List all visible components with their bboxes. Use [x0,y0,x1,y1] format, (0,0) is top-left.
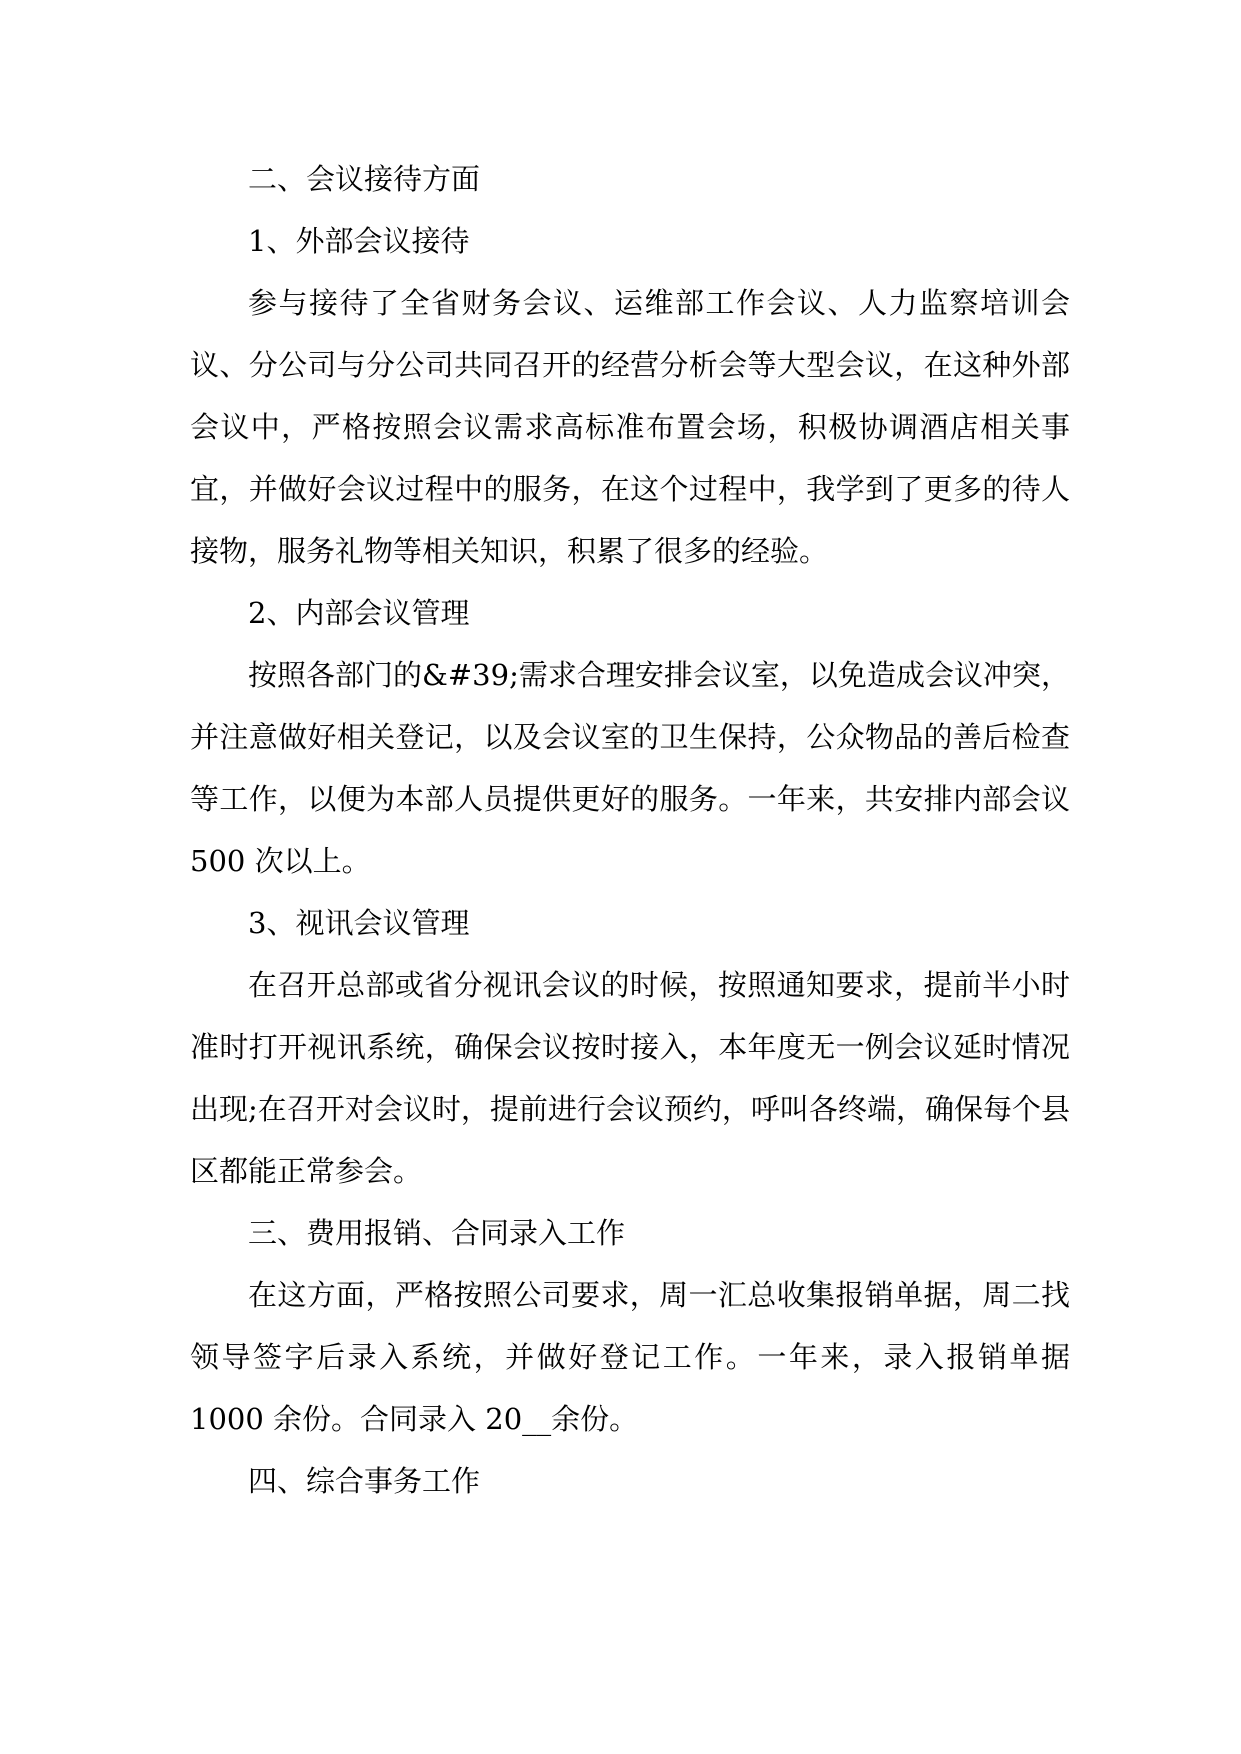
subheading-video-conference: 3、视讯会议管理 [248,906,470,940]
paragraph-external-meetings: 参与接待了全省财务会议、运维部工作会议、人力监察培训会议、分公司与分公司共同召开的经营分析会等大型会议，在这种外部会议中，严格按照会议需求高标准布置会场，积极协调酒店相关事宜，并做好会议过程中的服务，在这个过程中，我学到了更多的待人接物，服务礼物等相关知识，积累了很多的经验。 [190,286,1070,568]
document-page [190,148,1070,1512]
paragraph-video-conference: 在召开总部或省分视讯会议的时候，按照通知要求，提前半小时准时打开视讯系统，确保会议按时接入，本年度无一例会议延时情况出现;在召开对会议时，提前进行会议预约，呼叫各终端，确保每个县区都能正常参会。 [190,968,1070,1188]
subheading-internal-meetings: 2、内部会议管理 [248,596,470,630]
paragraph-expense-contracts: 在这方面，严格按照公司要求，周一汇总收集报销单据，周二找领导签字后录入系统，并做好登记工作。一年来，录入报销单据 1000 余份。合同录入 20__余份。 [190,1278,1070,1436]
subheading-external-meetings: 1、外部会议接待 [248,224,470,258]
paragraph-internal-meetings: 按照各部门的&#39;需求合理安排会议室，以免造成会议冲突，并注意做好相关登记，以及会议室的卫生保持，公众物品的善后检查等工作，以便为本部人员提供更好的服务。一年来，共安排内部会议 500 次以上。 [190,658,1070,878]
section-heading-meeting-reception: 二、会议接待方面 [248,162,481,196]
section-heading-general-affairs: 四、综合事务工作 [248,1464,481,1498]
section-heading-expense-contracts: 三、费用报销、合同录入工作 [248,1216,626,1250]
